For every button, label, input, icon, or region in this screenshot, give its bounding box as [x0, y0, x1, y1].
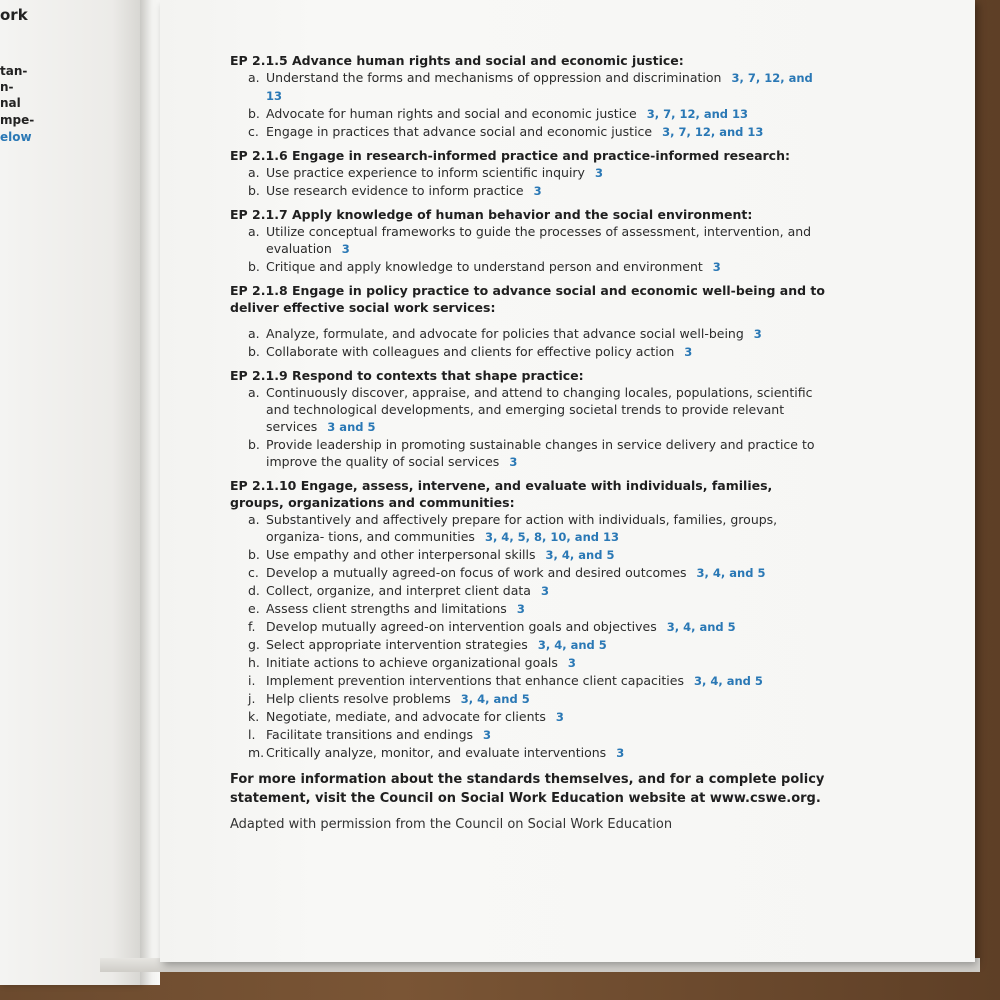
- item-letter: e.: [248, 601, 260, 616]
- item-list: [230, 69, 830, 141]
- spacer: [230, 316, 830, 325]
- list-item: [230, 223, 830, 258]
- list-item: [230, 69, 830, 105]
- section-heading: EP 2.1.6 Engage in research-informed practice and practice-informed research:: [230, 148, 790, 163]
- standards-content: [230, 52, 830, 833]
- list-item: [230, 164, 830, 182]
- list-item: [230, 182, 830, 200]
- chapter-reference: 3: [341, 242, 350, 256]
- item-letter: c.: [248, 565, 259, 580]
- item-letter: k.: [248, 709, 260, 724]
- item-list: [230, 511, 830, 762]
- item-letter: b.: [248, 344, 260, 359]
- chapter-reference: 3 and 5: [327, 420, 376, 434]
- standard-section: [230, 367, 830, 471]
- item-letter: b.: [248, 183, 260, 198]
- item-text: Develop a mutually agreed-on focus of work and desired outcomes: [266, 565, 687, 580]
- list-item: [230, 708, 830, 726]
- list-item: [230, 258, 830, 276]
- item-text: Select appropriate intervention strategies: [266, 637, 528, 652]
- chapter-reference: 3: [753, 327, 762, 341]
- chapter-reference: 3, 7, 12, and 13: [646, 107, 749, 121]
- list-item: [230, 744, 830, 762]
- item-list: [230, 325, 830, 361]
- list-item: [230, 654, 830, 672]
- list-item: [230, 618, 830, 636]
- item-letter: f.: [248, 619, 256, 634]
- chapter-reference: 3: [684, 345, 693, 359]
- item-letter: a.: [248, 512, 260, 527]
- left-page-fragment: nal: [0, 96, 21, 110]
- standard-section: [230, 477, 830, 762]
- item-text: Use empathy and other interpersonal skills: [266, 547, 536, 562]
- item-text: Develop mutually agreed-on intervention goals and objectives: [266, 619, 657, 634]
- list-item: [230, 511, 830, 546]
- chapter-reference: 3: [567, 656, 576, 670]
- item-letter: b.: [248, 437, 260, 452]
- chapter-reference: 3, 4, and 5: [666, 620, 736, 634]
- chapter-reference: 3: [712, 260, 721, 274]
- list-item: [230, 600, 830, 618]
- chapter-reference: 3: [516, 602, 525, 616]
- list-item: [230, 564, 830, 582]
- chapter-reference: 3: [540, 584, 549, 598]
- item-text: Critique and apply knowledge to understand person and environment: [266, 259, 703, 274]
- item-letter: b.: [248, 547, 260, 562]
- chapter-reference: 3: [594, 166, 603, 180]
- item-text: Continuously discover, appraise, and attend to changing locales, populations, scientific and technological developments, and emerging societal trends to provide relevant services: [266, 385, 813, 434]
- section-heading: EP 2.1.7 Apply knowledge of human behavior and the social environment:: [230, 207, 753, 222]
- chapter-reference: 3: [533, 184, 542, 198]
- item-text: Critically analyze, monitor, and evaluate interventions: [266, 745, 607, 760]
- item-letter: j.: [248, 691, 256, 706]
- item-text: Collaborate with colleagues and clients for effective policy action: [266, 344, 675, 359]
- item-letter: a.: [248, 224, 260, 239]
- list-item: [230, 436, 830, 471]
- book-binding: [140, 0, 160, 985]
- list-item: [230, 123, 830, 141]
- item-text: Assess client strengths and limitations: [266, 601, 507, 616]
- item-letter: h.: [248, 655, 260, 670]
- item-letter: a.: [248, 70, 260, 85]
- list-item: [230, 636, 830, 654]
- item-text: Facilitate transitions and endings: [266, 727, 474, 742]
- left-page-fragment: ork: [0, 6, 28, 24]
- list-item: [230, 546, 830, 564]
- item-text: Advocate for human rights and social and economic justice: [266, 106, 637, 121]
- list-item: [230, 325, 830, 343]
- item-letter: b.: [248, 259, 260, 274]
- more-info-note: For more information about the standards themselves, and for a complete policy statement, visit the Council on Social Work Education website at www.cswe.org.: [230, 772, 825, 806]
- item-letter: d.: [248, 583, 260, 598]
- item-letter: g.: [248, 637, 260, 652]
- item-text: Engage in practices that advance social and economic justice: [266, 124, 653, 139]
- chapter-reference: 3: [555, 710, 564, 724]
- item-text: Substantively and affectively prepare for action with individuals, families, groups, organiza- tions, and communities: [266, 512, 778, 544]
- left-page-fragment: elow: [0, 130, 32, 144]
- item-letter: c.: [248, 124, 259, 139]
- item-list: [230, 384, 830, 471]
- item-list: [230, 164, 830, 200]
- chapter-reference: 3: [616, 746, 625, 760]
- item-text: Help clients resolve problems: [266, 691, 451, 706]
- chapter-reference: 3: [509, 455, 518, 469]
- item-text: Use practice experience to inform scientific inquiry: [266, 165, 585, 180]
- chapter-reference: 3, 7, 12, and 13: [266, 71, 813, 103]
- item-letter: l.: [248, 727, 256, 742]
- item-text: Provide leadership in promoting sustainable changes in service delivery and practice to improve the quality of social services: [266, 437, 815, 469]
- standard-section: [230, 206, 830, 276]
- item-text: Implement prevention interventions that enhance client capacities: [266, 673, 684, 688]
- list-item: [230, 726, 830, 744]
- left-page-fragment: tan-: [0, 64, 28, 78]
- chapter-reference: 3, 4, and 5: [460, 692, 530, 706]
- item-text: Use research evidence to inform practice: [266, 183, 524, 198]
- list-item: [230, 105, 830, 123]
- chapter-reference: 3, 4, and 5: [693, 674, 763, 688]
- section-heading: EP 2.1.10 Engage, assess, intervene, and evaluate with individuals, families, groups, organizations and communities:: [230, 478, 773, 510]
- list-item: [230, 672, 830, 690]
- item-letter: a.: [248, 165, 260, 180]
- standard-section: [230, 147, 830, 200]
- list-item: [230, 582, 830, 600]
- item-list: [230, 223, 830, 276]
- item-text: Negotiate, mediate, and advocate for clients: [266, 709, 546, 724]
- item-text: Analyze, formulate, and advocate for policies that advance social well-being: [266, 326, 744, 341]
- standard-section: [230, 52, 830, 141]
- item-text: Initiate actions to achieve organizational goals: [266, 655, 558, 670]
- list-item: [230, 384, 830, 436]
- item-letter: m.: [248, 745, 265, 760]
- section-heading: EP 2.1.8 Engage in policy practice to advance social and economic well-being and to deliver effective social work services:: [230, 283, 825, 315]
- right-page: [160, 0, 975, 962]
- item-letter: a.: [248, 326, 260, 341]
- chapter-reference: 3, 4, and 5: [537, 638, 607, 652]
- adapted-note: Adapted with permission from the Council on Social Work Education: [230, 817, 673, 832]
- left-page-fragment: n-: [0, 80, 14, 94]
- list-item: [230, 690, 830, 708]
- chapter-reference: 3, 4, and 5: [545, 548, 615, 562]
- item-letter: i.: [248, 673, 256, 688]
- left-page: [0, 0, 140, 985]
- left-page-fragment: mpe-: [0, 113, 35, 127]
- item-text: Collect, organize, and interpret client data: [266, 583, 531, 598]
- list-item: [230, 343, 830, 361]
- item-letter: b.: [248, 106, 260, 121]
- section-heading: EP 2.1.9 Respond to contexts that shape practice:: [230, 368, 584, 383]
- standard-section: [230, 282, 830, 361]
- section-heading: EP 2.1.5 Advance human rights and social and economic justice:: [230, 53, 684, 68]
- chapter-reference: 3: [483, 728, 492, 742]
- chapter-reference: 3, 4, 5, 8, 10, and 13: [484, 530, 619, 544]
- item-text: Understand the forms and mechanisms of oppression and discrimination: [266, 70, 722, 85]
- item-letter: a.: [248, 385, 260, 400]
- chapter-reference: 3, 4, and 5: [696, 566, 766, 580]
- item-text: Utilize conceptual frameworks to guide the processes of assessment, intervention, and evaluation: [266, 224, 812, 256]
- chapter-reference: 3, 7, 12, and 13: [662, 125, 764, 139]
